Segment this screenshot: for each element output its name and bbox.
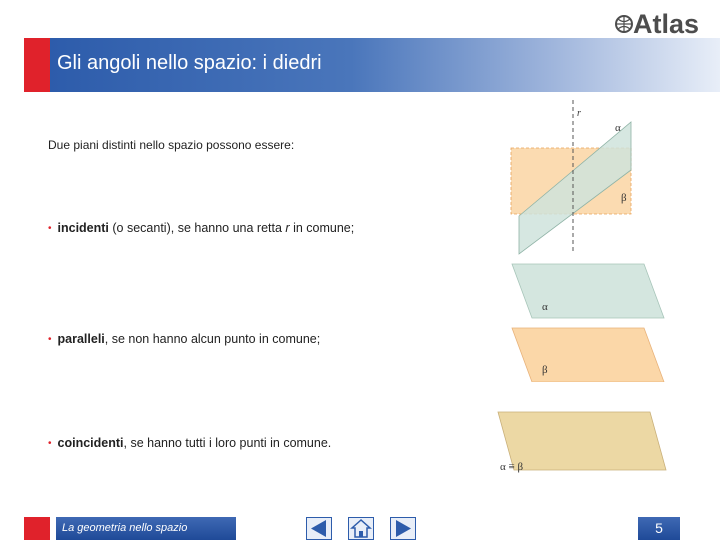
footer-section-title: La geometria nello spazio bbox=[56, 517, 236, 540]
plane-beta-shape bbox=[512, 328, 664, 382]
prev-icon[interactable] bbox=[306, 517, 332, 540]
coincident-label: α ≡ β bbox=[500, 461, 524, 473]
bullet-term: incidenti bbox=[57, 221, 109, 235]
bullet-dot: • bbox=[48, 438, 52, 449]
incident-planes-figure bbox=[505, 98, 640, 256]
bullet-text-end: in comune; bbox=[289, 221, 355, 235]
plane-beta-label: β bbox=[621, 192, 627, 204]
footer-accent-bar bbox=[24, 517, 50, 540]
bullet-coincidenti bbox=[48, 436, 331, 450]
page-number: 5 bbox=[638, 517, 680, 540]
title-accent-bar bbox=[24, 38, 50, 92]
coincident-planes-figure bbox=[494, 408, 670, 478]
plane-coincident-shape bbox=[498, 412, 666, 470]
intro-text: Due piani distinti nello spazio possono essere: bbox=[48, 138, 295, 152]
bullet-incidenti bbox=[48, 221, 354, 235]
home-icon[interactable] bbox=[348, 517, 374, 540]
line-variable: r bbox=[285, 221, 290, 235]
parallel-planes-figure bbox=[508, 262, 668, 382]
bullet-dot: • bbox=[48, 223, 52, 234]
line-r-label: r bbox=[577, 108, 581, 119]
bullet-paralleli bbox=[48, 332, 320, 346]
bullet-text: , se non hanno alcun punto in comune; bbox=[104, 332, 321, 346]
atlas-logo bbox=[612, 4, 704, 38]
page-title: Gli angoli nello spazio: i diedri bbox=[57, 52, 322, 74]
logo-text: Atlas bbox=[633, 9, 700, 38]
bullet-term: paralleli bbox=[57, 332, 105, 346]
plane-beta-label: β bbox=[542, 364, 548, 376]
plane-alpha-label: α bbox=[615, 122, 621, 134]
bullet-term: coincidenti bbox=[57, 436, 124, 450]
bullet-dot: • bbox=[48, 334, 52, 345]
plane-alpha-label: α bbox=[542, 301, 548, 313]
bullet-text: , se hanno tutti i loro punti in comune. bbox=[123, 436, 332, 450]
next-icon[interactable] bbox=[390, 517, 416, 540]
plane-alpha-shape bbox=[512, 264, 664, 318]
bullet-text: (o secanti), se hanno una retta bbox=[108, 221, 286, 235]
